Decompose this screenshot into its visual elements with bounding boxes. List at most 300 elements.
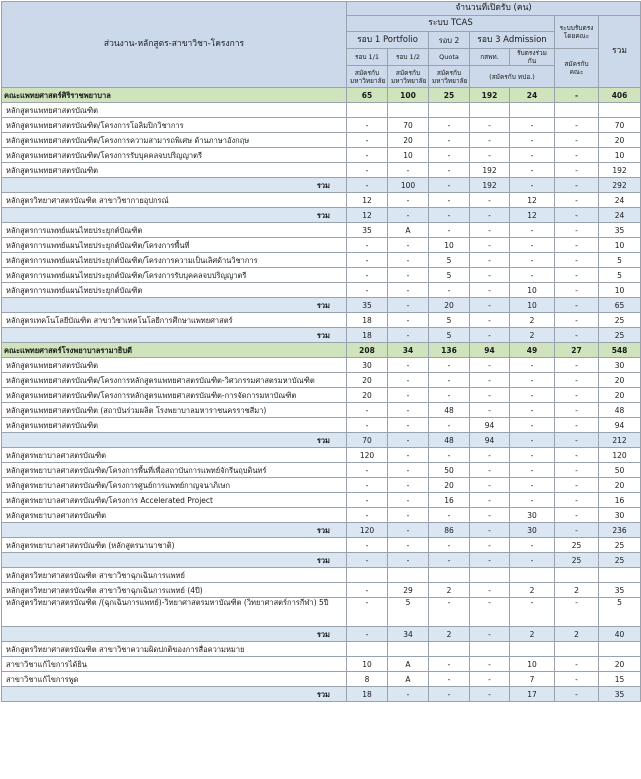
cell-value: 12 [510, 208, 555, 223]
cell-value: - [388, 478, 429, 493]
cell-value: 35 [599, 687, 641, 702]
cell-value: 35 [599, 223, 641, 238]
cell-value: - [429, 223, 470, 238]
cell-value [347, 568, 388, 583]
cell-value: 192 [470, 163, 510, 178]
table-row [2, 478, 641, 493]
cell-value: 65 [347, 88, 388, 103]
cell-value: 94 [470, 433, 510, 448]
cell-value: 20 [599, 388, 641, 403]
subtotal-row [2, 553, 641, 568]
cell-value: - [429, 178, 470, 193]
cell-value: A [388, 223, 429, 238]
cell-value: - [388, 687, 429, 702]
cell-value: 16 [429, 493, 470, 508]
cell-value: - [470, 478, 510, 493]
cell-value: - [555, 313, 599, 328]
program-name: หลักสูตรแพทยศาสตรบัณฑิต (สถาบันร่วมผลิต โรงพยาบาลมหาราชนครราชสีมา) [2, 403, 347, 418]
cell-value: - [470, 463, 510, 478]
cell-value: - [510, 358, 555, 373]
cell-value: - [470, 627, 510, 642]
cell-value: 20 [599, 657, 641, 672]
cell-value [599, 642, 641, 657]
cell-value: - [555, 253, 599, 268]
cell-value: - [429, 598, 470, 627]
cell-value: - [429, 358, 470, 373]
program-name: หลักสูตรวิทยาศาสตรบัณฑิต สาขาวิชาฉุกเฉินการแพทย์ [2, 568, 347, 583]
cell-value: - [555, 178, 599, 193]
program-name: หลักสูตรการแพทย์แผนไทยประยุกต์บัณฑิต/โครงการพื้นที่ [2, 238, 347, 253]
cell-value: 25 [555, 538, 599, 553]
cell-value: - [470, 283, 510, 298]
cell-value: 94 [599, 418, 641, 433]
quota-header: Quota [429, 49, 470, 66]
cell-value: - [555, 148, 599, 163]
cell-value: 30 [347, 358, 388, 373]
cell-value: - [470, 313, 510, 328]
table-header [2, 2, 641, 88]
cell-value: - [347, 598, 388, 627]
cell-value: 30 [599, 358, 641, 373]
cell-value: - [555, 508, 599, 523]
kspt-header: กสพท. [470, 49, 510, 66]
tcas-title: ระบบ TCAS [347, 16, 555, 32]
cell-value [470, 568, 510, 583]
cell-value: 20 [599, 478, 641, 493]
cell-value: - [388, 373, 429, 388]
cell-value [429, 103, 470, 118]
cell-value: - [429, 418, 470, 433]
cell-value: - [470, 508, 510, 523]
cell-value: - [555, 373, 599, 388]
table-row [2, 583, 641, 598]
program-name: หลักสูตรการแพทย์แผนไทยประยุกต์บัณฑิต/โครงการรับบุคคลจบปริญญาตรี [2, 268, 347, 283]
apply-tpl: (สมัครกับ ทปอ.) [470, 66, 555, 88]
cell-value: - [429, 163, 470, 178]
cell-value: 17 [510, 687, 555, 702]
cell-value: - [555, 687, 599, 702]
cell-value: - [555, 448, 599, 463]
cell-value: - [510, 418, 555, 433]
cell-value [599, 568, 641, 583]
cell-value: 48 [429, 433, 470, 448]
program-name: สาขาวิชาแก้ไขการได้ยิน [2, 657, 347, 672]
cell-value: - [510, 403, 555, 418]
cell-value: - [510, 538, 555, 553]
cell-value: - [555, 433, 599, 448]
cell-value: 16 [599, 493, 641, 508]
cell-value: - [347, 403, 388, 418]
cell-value: 5 [429, 253, 470, 268]
table-row [2, 118, 641, 133]
cell-value: - [470, 373, 510, 388]
cell-value: A [388, 672, 429, 687]
subtotal-label: รวม [2, 328, 347, 343]
cell-value: - [555, 418, 599, 433]
cell-value: - [347, 463, 388, 478]
table-row [2, 133, 641, 148]
cell-value: 25 [599, 538, 641, 553]
cell-value: - [347, 553, 388, 568]
cell-value [510, 642, 555, 657]
cell-value [429, 568, 470, 583]
subtotal-row [2, 328, 641, 343]
cell-value: - [470, 448, 510, 463]
cell-value: - [429, 388, 470, 403]
cell-value: - [388, 418, 429, 433]
cell-value: 136 [429, 343, 470, 358]
cell-value: - [470, 328, 510, 343]
cell-value: - [347, 148, 388, 163]
cell-value: - [510, 223, 555, 238]
subtotal-label: รวม [2, 298, 347, 313]
table-row [2, 313, 641, 328]
cell-value: - [510, 598, 555, 627]
program-name: หลักสูตรพยาบาลศาสตรบัณฑิต (หลักสูตรนานาชาติ) [2, 538, 347, 553]
cell-value: - [555, 193, 599, 208]
cell-value: - [347, 627, 388, 642]
apply-faculty: สมัครกับคณะ [555, 49, 599, 88]
subtotal-label: รวม [2, 208, 347, 223]
cell-value [555, 642, 599, 657]
subtotal-label: รวม [2, 687, 347, 702]
cell-value: 65 [599, 298, 641, 313]
table-row [2, 268, 641, 283]
cell-value: - [429, 672, 470, 687]
program-name: หลักสูตรพยาบาลศาสตรบัณฑิต [2, 448, 347, 463]
cell-value: - [347, 163, 388, 178]
cell-value: - [510, 463, 555, 478]
cell-value: - [470, 538, 510, 553]
cell-value: - [555, 163, 599, 178]
cell-value: - [429, 193, 470, 208]
cell-value: - [555, 208, 599, 223]
cell-value: 2 [510, 328, 555, 343]
subtotal-label: รวม [2, 523, 347, 538]
cell-value: - [470, 208, 510, 223]
cell-value: - [470, 193, 510, 208]
cell-value: - [510, 163, 555, 178]
cell-value: - [470, 523, 510, 538]
cell-value: 86 [429, 523, 470, 538]
cell-value: - [347, 178, 388, 193]
cell-value [347, 103, 388, 118]
cell-value: 5 [429, 268, 470, 283]
subtotal-label: รวม [2, 178, 347, 193]
cell-value: - [347, 268, 388, 283]
cell-value: 20 [347, 373, 388, 388]
cell-value: - [555, 657, 599, 672]
cell-value: - [510, 238, 555, 253]
cell-value: 100 [388, 88, 429, 103]
cell-value: - [429, 508, 470, 523]
program-name: หลักสูตรพยาบาลศาสตรบัณฑิต [2, 508, 347, 523]
cell-value: - [555, 223, 599, 238]
program-name: หลักสูตรแพทยศาสตรบัณฑิต [2, 418, 347, 433]
cell-value: 48 [599, 403, 641, 418]
cell-value: - [388, 403, 429, 418]
table-row [2, 103, 641, 118]
cell-value: - [510, 253, 555, 268]
table-row [2, 238, 641, 253]
cell-value: 15 [599, 672, 641, 687]
table-row [2, 508, 641, 523]
cell-value: 25 [599, 328, 641, 343]
cell-value: 34 [388, 627, 429, 642]
cell-value: - [388, 298, 429, 313]
cell-value: 29 [388, 583, 429, 598]
cell-value: 20 [599, 133, 641, 148]
cell-value: - [510, 433, 555, 448]
table-row [2, 672, 641, 687]
cell-value: 12 [347, 193, 388, 208]
program-name: หลักสูตรการแพทย์แผนไทยประยุกต์บัณฑิต/โครงการความเป็นเลิศด้านวิชาการ [2, 253, 347, 268]
program-name: หลักสูตรแพทยศาสตรบัณฑิต/โครงการโอลิมปิกวิชาการ [2, 118, 347, 133]
cell-value: 192 [470, 88, 510, 103]
cell-value: 49 [510, 343, 555, 358]
cell-value: - [429, 148, 470, 163]
cell-value: - [470, 358, 510, 373]
subtotal-row [2, 433, 641, 448]
cell-value: - [429, 283, 470, 298]
program-name: หลักสูตรแพทยศาสตรบัณฑิต/โครงการหลักสูตรแพทยศาสตรบัณฑิต-วิศวกรรมศาสตรมหาบัณฑิต [2, 373, 347, 388]
cell-value: - [388, 493, 429, 508]
cell-value: - [388, 388, 429, 403]
seats-title: จำนวนที่เปิดรับ (คน) [347, 2, 641, 16]
cell-value: 292 [599, 178, 641, 193]
cell-value: 548 [599, 343, 641, 358]
cell-value: - [470, 403, 510, 418]
cell-value: 70 [599, 118, 641, 133]
round3-header: รอบ 3 Admission [470, 32, 555, 49]
subtotal-row [2, 627, 641, 642]
table-row [2, 568, 641, 583]
cell-value: - [510, 553, 555, 568]
cell-value: - [388, 553, 429, 568]
direct-header: ระบบรับตรงโดยคณะ [555, 16, 599, 49]
cell-value: 70 [388, 118, 429, 133]
program-name: สาขาวิชาแก้ไขการพูด [2, 672, 347, 687]
cell-value: 18 [347, 328, 388, 343]
cell-value: - [347, 418, 388, 433]
cell-value: 24 [599, 193, 641, 208]
cell-value: - [429, 208, 470, 223]
subtotal-row [2, 523, 641, 538]
cell-value: - [510, 268, 555, 283]
cell-value [388, 103, 429, 118]
cell-value: - [510, 448, 555, 463]
cell-value: 24 [510, 88, 555, 103]
cell-value: 5 [599, 253, 641, 268]
program-name: หลักสูตรพยาบาลศาสตรบัณฑิต/โครงการ Accelerated Project [2, 493, 347, 508]
cell-value: - [388, 523, 429, 538]
cell-value: - [388, 208, 429, 223]
cell-value: - [470, 553, 510, 568]
cell-value: 20 [599, 373, 641, 388]
cell-value: - [555, 133, 599, 148]
program-name: หลักสูตรแพทยศาสตรบัณฑิต [2, 163, 347, 178]
cell-value: 5 [599, 598, 641, 627]
cell-value: - [555, 403, 599, 418]
faculty-row [2, 88, 641, 103]
table-row [2, 388, 641, 403]
table-row [2, 448, 641, 463]
subtotal-label: รวม [2, 627, 347, 642]
subtotal-label: รวม [2, 433, 347, 448]
cell-value: 18 [347, 313, 388, 328]
cell-value [470, 103, 510, 118]
cell-value: 5 [388, 598, 429, 627]
cell-value: - [347, 133, 388, 148]
joint-header: รับตรงร่วมกัน [510, 49, 555, 66]
cell-value: - [388, 538, 429, 553]
cell-value [555, 568, 599, 583]
cell-value: 25 [429, 88, 470, 103]
table-row [2, 657, 641, 672]
cell-value [388, 568, 429, 583]
cell-value: - [470, 493, 510, 508]
program-name: หลักสูตรแพทยศาสตรบัณฑิต/โครงการรับบุคคลจบปริญญาตรี [2, 148, 347, 163]
cell-value: 24 [599, 208, 641, 223]
subtotal-row [2, 298, 641, 313]
faculty-row [2, 343, 641, 358]
cell-value: - [388, 463, 429, 478]
cell-value: 10 [510, 283, 555, 298]
cell-value: - [555, 523, 599, 538]
cell-value: 20 [429, 298, 470, 313]
cell-value: 94 [470, 343, 510, 358]
admission-table [1, 1, 641, 702]
cell-value: 5 [429, 328, 470, 343]
cell-value: - [388, 163, 429, 178]
cell-value: - [347, 238, 388, 253]
cell-value: 20 [347, 388, 388, 403]
program-name: หลักสูตรวิทยาศาสตรบัณฑิต /(ฉุกเฉินการแพทย์)-วิทยาศาสตรมหาบัณฑิต (วิทยาศาสตร์การกีฬา) 5ปี [2, 598, 347, 627]
cell-value: 25 [599, 313, 641, 328]
cell-value: 40 [599, 627, 641, 642]
table-row [2, 642, 641, 657]
cell-value: 120 [599, 448, 641, 463]
cell-value: - [429, 657, 470, 672]
cell-value: - [555, 118, 599, 133]
table-body [2, 88, 641, 702]
table-row [2, 493, 641, 508]
cell-value: - [470, 118, 510, 133]
cell-value: - [347, 583, 388, 598]
cell-value: 12 [347, 208, 388, 223]
cell-value: 10 [388, 148, 429, 163]
cell-value: 10 [347, 657, 388, 672]
cell-value: 5 [599, 268, 641, 283]
table-row [2, 358, 641, 373]
subtotal-label: รวม [2, 553, 347, 568]
cell-value [429, 642, 470, 657]
cell-value: 2 [510, 583, 555, 598]
cell-value: - [470, 388, 510, 403]
table-row [2, 418, 641, 433]
cell-value: - [555, 598, 599, 627]
total-header: รวม [599, 16, 641, 88]
cell-value: - [347, 283, 388, 298]
table-row [2, 403, 641, 418]
cell-value: 34 [388, 343, 429, 358]
cell-value: - [388, 358, 429, 373]
cell-value: - [470, 672, 510, 687]
cell-value: 120 [347, 523, 388, 538]
program-name: หลักสูตรพยาบาลศาสตรบัณฑิต/โครงการพื้นที่เพื่อสถาบันการแพทย์จักรีนฤบดินทร์ [2, 463, 347, 478]
program-name: หลักสูตรวิทยาศาสตรบัณฑิต สาขาวิชาฉุกเฉินการแพทย์ (4ปี) [2, 583, 347, 598]
cell-value: 192 [599, 163, 641, 178]
cell-value: 48 [429, 403, 470, 418]
cell-value: 35 [347, 223, 388, 238]
cell-value: - [347, 118, 388, 133]
cell-value: - [388, 508, 429, 523]
cell-value: - [388, 238, 429, 253]
cell-value: 5 [429, 313, 470, 328]
cell-value: 30 [510, 523, 555, 538]
cell-value: - [470, 583, 510, 598]
cell-value: 25 [555, 553, 599, 568]
cell-value: 10 [510, 298, 555, 313]
program-name: หลักสูตรแพทยศาสตรบัณฑิต [2, 358, 347, 373]
cell-value: - [388, 193, 429, 208]
subtotal-row [2, 178, 641, 193]
cell-value: - [470, 223, 510, 238]
table-row [2, 463, 641, 478]
cell-value: 208 [347, 343, 388, 358]
cell-value: - [347, 478, 388, 493]
cell-value: 10 [510, 657, 555, 672]
program-name: หลักสูตรวิทยาศาสตรบัณฑิต สาขาวิชากายอุปกรณ์ [2, 193, 347, 208]
cell-value: - [510, 373, 555, 388]
cell-value: 12 [510, 193, 555, 208]
cell-value: - [470, 253, 510, 268]
cell-value: - [555, 328, 599, 343]
cell-value: 18 [347, 687, 388, 702]
cell-value: - [555, 238, 599, 253]
cell-value: 20 [388, 133, 429, 148]
cell-value: - [347, 508, 388, 523]
cell-value: 70 [347, 433, 388, 448]
cell-value: 27 [555, 343, 599, 358]
cell-value: - [555, 478, 599, 493]
cell-value: 10 [429, 238, 470, 253]
cell-value: - [470, 598, 510, 627]
cell-value: - [510, 388, 555, 403]
cell-value: - [429, 133, 470, 148]
cell-value: - [470, 148, 510, 163]
round2-header: รอบ 2 [429, 32, 470, 49]
cell-value: 50 [429, 463, 470, 478]
cell-value: 30 [510, 508, 555, 523]
cell-value: 212 [599, 433, 641, 448]
apply-uni-3: สมัครกับมหาวิทยาลัย [429, 66, 470, 88]
cell-value: - [429, 538, 470, 553]
table-row [2, 538, 641, 553]
cell-value: - [388, 448, 429, 463]
cell-value: - [510, 148, 555, 163]
cell-value [555, 103, 599, 118]
cell-value: 192 [470, 178, 510, 193]
cell-value: 7 [510, 672, 555, 687]
faculty-name: คณะแพทยศาสตร์ศิริราชพยาบาล [2, 88, 347, 103]
cell-value: 8 [347, 672, 388, 687]
row-label-header: ส่วนงาน-หลักสูตร-สาขาวิชา-โครงการ [2, 2, 347, 88]
cell-value: - [470, 298, 510, 313]
subtotal-row [2, 208, 641, 223]
table-row [2, 253, 641, 268]
cell-value: - [388, 433, 429, 448]
